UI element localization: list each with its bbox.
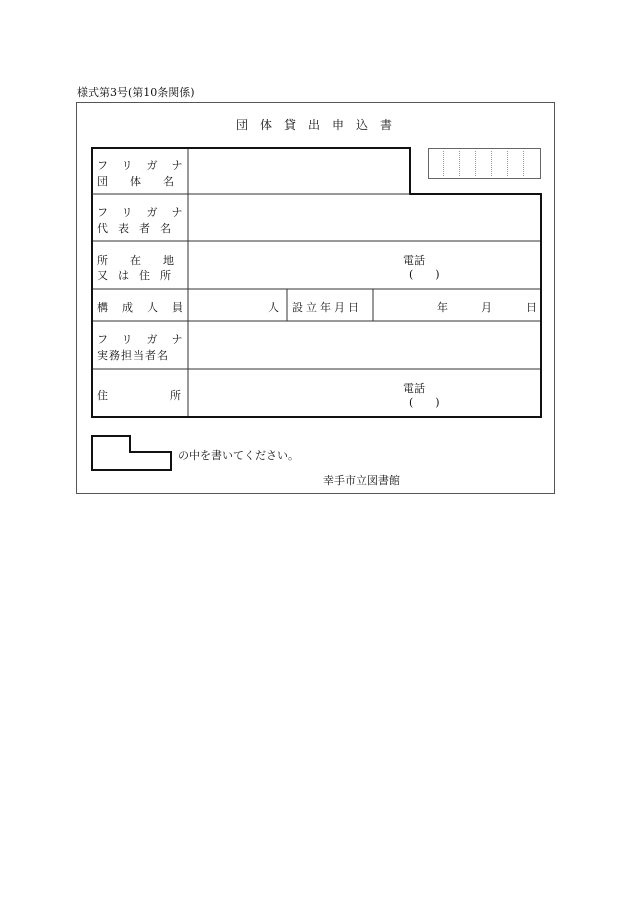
rep-name-label: 代表者名 — [97, 222, 181, 235]
date-month: 月 — [481, 301, 492, 314]
members-field[interactable] — [190, 291, 265, 320]
staff-address-field[interactable] — [190, 371, 540, 416]
address-label-2: 又は住所 — [97, 269, 181, 282]
date-day: 日 — [526, 301, 537, 314]
library-name: 幸手市立図書館 — [323, 474, 400, 487]
reference-number-box — [428, 148, 541, 179]
address-label-1: 所在地 — [97, 254, 196, 267]
group-name-field[interactable] — [190, 150, 408, 193]
staff-phone-label: 電話 — [403, 382, 425, 395]
staff-name-field[interactable] — [190, 323, 540, 368]
members-label: 構成人員 — [97, 301, 197, 314]
staff-furigana-label: フリガナ — [97, 333, 197, 346]
founded-label: 設立年月日 — [292, 301, 362, 314]
members-unit: 人 — [268, 301, 279, 314]
founded-date-field[interactable] — [375, 291, 435, 320]
address-phone-paren: ( ) — [409, 268, 440, 281]
staff-phone-paren: ( ) — [409, 396, 440, 409]
instruction-note: の中を書いてください。 — [178, 449, 299, 462]
staff-name-label: 実務担当者名 — [97, 349, 169, 362]
rep-name-field[interactable] — [190, 196, 540, 240]
form-title-text: 団体貸出申込書 — [235, 118, 404, 132]
staff-address-label: 住所 — [97, 389, 243, 402]
address-field[interactable] — [190, 243, 540, 288]
form-caption: 様式第3号(第10条関係) — [77, 86, 195, 99]
date-year: 年 — [437, 301, 448, 314]
address-phone-label: 電話 — [403, 254, 425, 267]
group-name-label: 団体名 — [97, 175, 196, 188]
rep-furigana-label: フリガナ — [97, 206, 197, 219]
group-furigana-label: フリガナ — [97, 159, 197, 172]
